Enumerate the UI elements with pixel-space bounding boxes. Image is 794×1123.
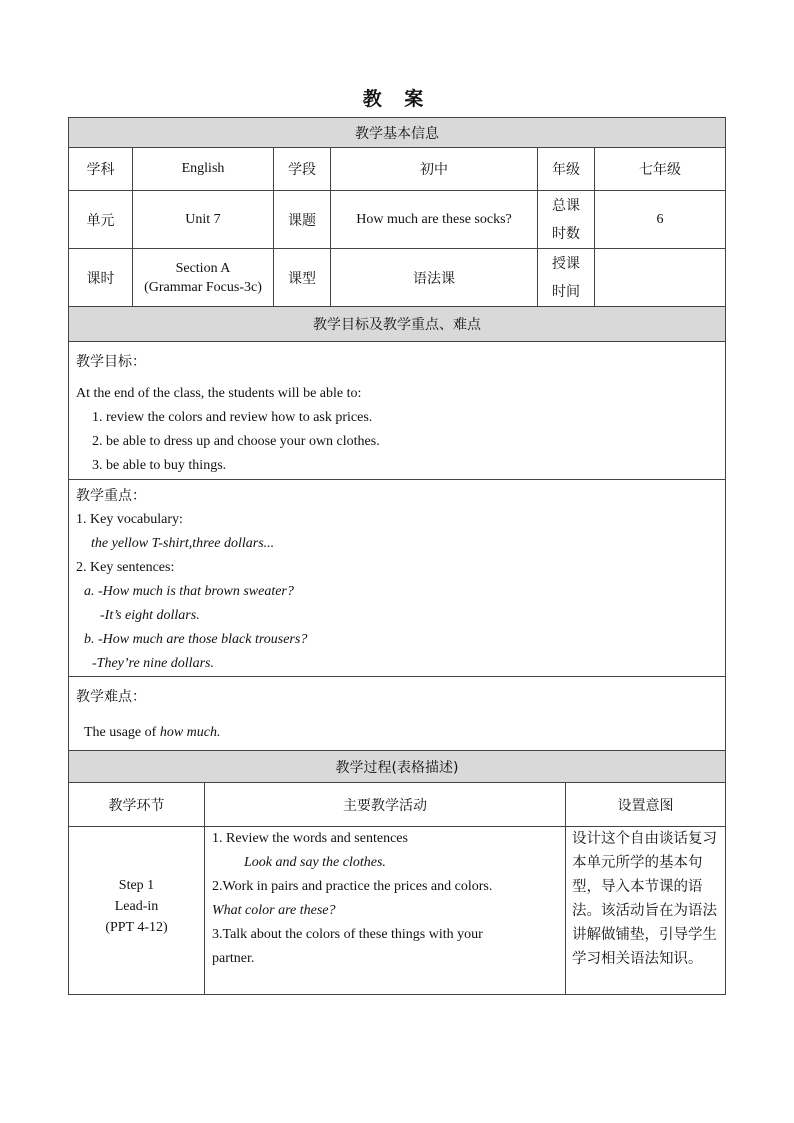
type-value: 语法课 — [331, 249, 538, 307]
col-step-header: 教学环节 — [69, 783, 205, 827]
period-label: 课时 — [69, 249, 133, 307]
grade-value: 七年级 — [639, 162, 681, 178]
topic-label: 课题 — [274, 191, 331, 249]
process-header: 教学过程(表格描述) — [69, 751, 726, 783]
key-vocab-label: 1. Key vocabulary: — [76, 512, 183, 527]
activity-cell — [205, 827, 566, 994]
unit-value: Unit 7 — [133, 191, 274, 249]
activity-line: 1. Review the words and sentences — [212, 831, 408, 846]
col-activity-header: 主要教学活动 — [205, 783, 566, 826]
total-periods-label: 总课 时数 — [538, 191, 595, 248]
lesson-plan-table — [68, 117, 726, 995]
subject-label: 学科 — [69, 148, 133, 191]
topic-value: How much are these socks? — [331, 191, 538, 249]
objectives-intro: At the end of the class, the students will be able to: — [76, 386, 362, 401]
time-label: 授课 时间 — [538, 249, 595, 306]
page-title: 教 案 — [362, 88, 432, 110]
total-periods-cells — [538, 191, 726, 249]
grade-label-box: 年级 — [538, 148, 595, 190]
objective-item: 1. review the colors and review how to ask prices. — [92, 410, 373, 425]
key-vocab: the yellow T-shirt,three dollars... — [91, 536, 275, 551]
difficulty-text: The usage of how much. — [84, 725, 221, 740]
difficulty-section — [69, 677, 726, 751]
total-periods-value: 6 — [656, 211, 664, 227]
time-value — [595, 249, 725, 306]
key-points-section — [69, 480, 726, 677]
time-cells — [538, 249, 726, 307]
stage-label: 学段 — [274, 148, 331, 191]
step-cell: Step 1 Lead-in (PPT 4-12) — [69, 827, 205, 995]
key-sentence: -It’s eight dollars. — [100, 608, 200, 623]
key-sentence: b. -How much are those black trousers? — [84, 632, 308, 647]
activity-line: What color are these? — [212, 903, 336, 918]
activity-line: 3.Talk about the colors of these things with your — [212, 927, 483, 942]
activity-line: partner. — [212, 951, 255, 966]
key-sentence: a. -How much is that brown sweater? — [84, 584, 294, 599]
goals-header: 教学目标及教学重点、难点 — [69, 307, 726, 342]
activity-line: Look and say the clothes. — [244, 855, 386, 870]
objectives-section — [69, 342, 726, 480]
key-sentences-label: 2. Key sentences: — [76, 560, 175, 575]
objective-item: 3. be able to buy things. — [92, 458, 227, 473]
process-header-cells — [205, 783, 726, 827]
stage-value: 初中 — [331, 148, 538, 191]
activity-line: 2.Work in pairs and practice the prices and colors. — [212, 879, 493, 894]
unit-label: 单元 — [69, 191, 133, 249]
process-row-cells — [205, 827, 726, 995]
objectives-label: 教学目标： — [76, 354, 146, 370]
col-intent-header: 设置意图 — [617, 797, 674, 814]
objective-item: 2. be able to dress up and choose your own clothes. — [92, 434, 380, 449]
basic-info-header: 教学基本信息 — [69, 118, 726, 148]
difficulty-label: 教学难点： — [76, 689, 146, 705]
grade-cells — [538, 148, 726, 191]
key-points-label: 教学重点： — [76, 488, 146, 504]
key-sentence: -They’re nine dollars. — [92, 656, 214, 671]
type-label: 课型 — [274, 249, 331, 307]
period-value: Section A (Grammar Focus-3c) — [133, 249, 274, 307]
intent-cell: 设计这个自由谈话复习本单元所学的基本句型，导入本节课的语法。该活动旨在为语法讲解做铺垫，引导学生学习相关语法知识。 — [572, 831, 717, 967]
subject-value: English — [133, 148, 274, 191]
